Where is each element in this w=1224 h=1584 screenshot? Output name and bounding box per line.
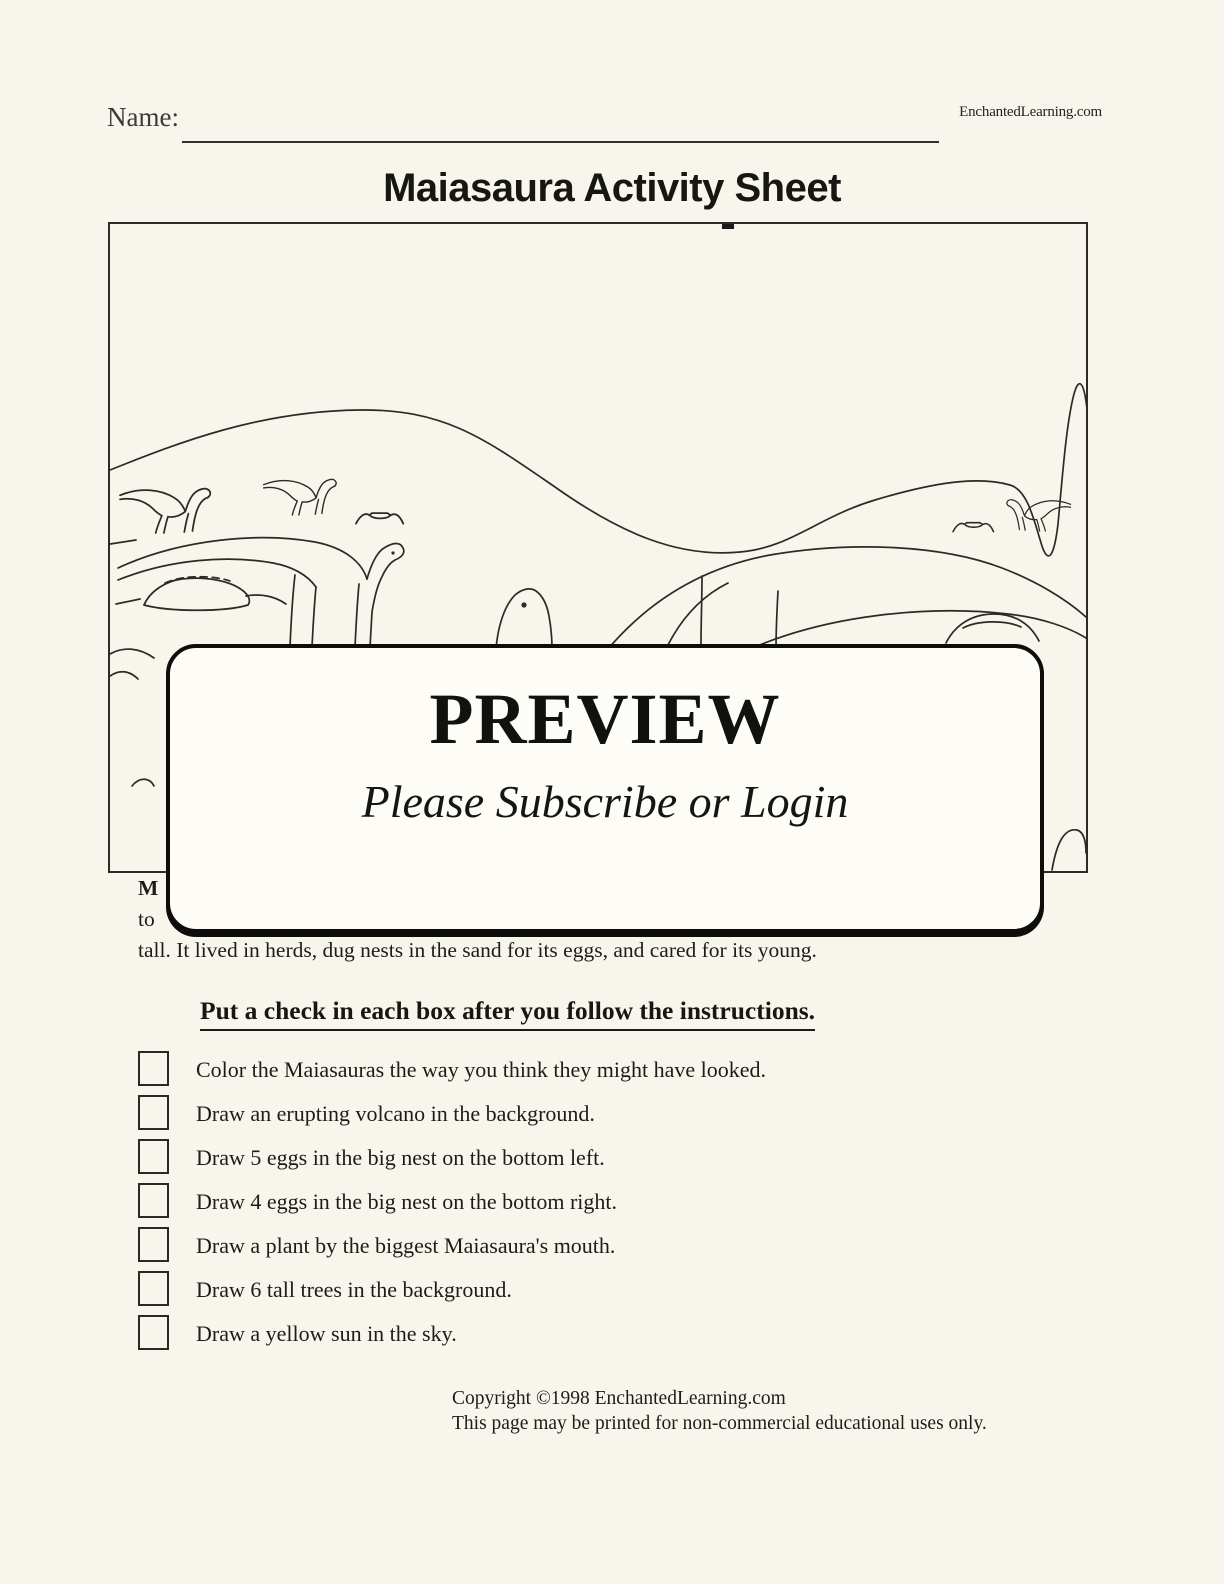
checklist-item-label: Draw 5 eggs in the big nest on the bottom left.: [196, 1145, 605, 1170]
checklist-item: [138, 1094, 1098, 1138]
checklist-item: [138, 1226, 1098, 1270]
fact-line-2: to: [138, 907, 155, 931]
small-maiasaura-icon: [264, 479, 337, 515]
small-maiasaura-icon: [1007, 500, 1071, 531]
checklist-item-label: Draw 4 eggs in the big nest on the bottom right.: [196, 1189, 617, 1214]
fact-line-1: M: [138, 876, 159, 900]
checklist-item: [138, 1270, 1098, 1314]
checkbox[interactable]: [138, 1139, 169, 1174]
checkbox[interactable]: [138, 1271, 169, 1306]
big-nest-left: [116, 577, 286, 611]
small-maiasaura-icon: [120, 489, 210, 533]
subscribe-or-login-text[interactable]: Please Subscribe or Login: [361, 776, 849, 828]
instructions-heading: Put a check in each box after you follow the instructions.: [200, 996, 815, 1031]
checklist-item-label: Draw an erupting volcano in the background.: [196, 1101, 595, 1126]
name-write-line: [182, 141, 939, 143]
print-artifact-tick: [722, 224, 734, 229]
checkbox[interactable]: [138, 1095, 169, 1130]
name-label: Name:: [107, 102, 179, 132]
baby-maiasaura-head: [496, 589, 552, 649]
instructions-checklist: [138, 1050, 1098, 1358]
checklist-item: [138, 1182, 1098, 1226]
checkbox[interactable]: [138, 1051, 169, 1086]
copyright-footer: [452, 1386, 987, 1436]
checklist-item-label: Color the Maiasauras the way you think they might have looked.: [196, 1057, 767, 1082]
fact-line-3: tall. It lived in herds, dug nests in the sand for its eggs, and cared for its young.: [138, 938, 817, 962]
checklist-item: [138, 1138, 1098, 1182]
checklist-item-label: Draw a plant by the biggest Maiasaura's mouth.: [196, 1233, 616, 1258]
checkbox[interactable]: [138, 1183, 169, 1218]
preview-heading: PREVIEW: [429, 679, 781, 759]
checklist-item: [138, 1314, 1098, 1358]
small-nest-icon: [356, 513, 403, 524]
checkbox[interactable]: [138, 1315, 169, 1350]
copyright-line: Copyright ©1998 EnchantedLearning.com: [452, 1388, 786, 1409]
preview-overlay: [166, 644, 1044, 933]
big-nest-right: [946, 614, 1039, 643]
checklist-item-label: Draw a yellow sun in the sky.: [196, 1321, 457, 1346]
usage-line: This page may be printed for non-commercial educational uses only.: [452, 1413, 987, 1434]
checkbox[interactable]: [138, 1227, 169, 1262]
hills-line: [110, 384, 1086, 556]
small-nest-icon: [953, 523, 994, 532]
site-logo: EnchantedLearning.com: [959, 104, 1102, 120]
checklist-item-label: Draw 6 tall trees in the background.: [196, 1277, 512, 1302]
stick-line: [701, 576, 702, 644]
large-maiasaura-right: [608, 547, 1086, 649]
checklist-item: [138, 1050, 1098, 1094]
large-maiasaura-left: [118, 538, 404, 647]
page-title: Maiasaura Activity Sheet: [383, 166, 841, 210]
